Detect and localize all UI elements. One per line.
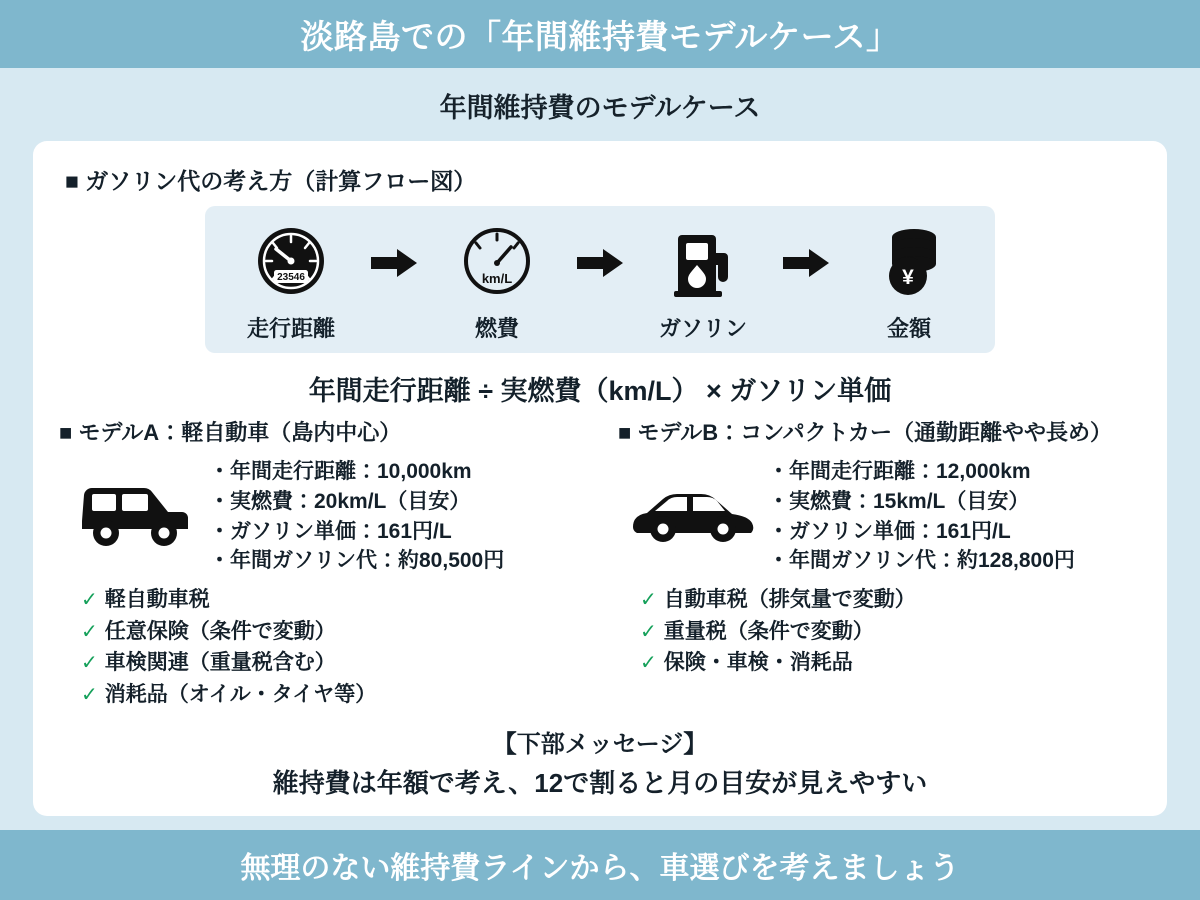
model-a: [59, 416, 600, 710]
check-label: 自動車税（排気量で変動）: [663, 588, 916, 612]
formula-text: 年間走行距離 ÷ 実燃費（km/L） × ガソリン単価: [308, 376, 892, 406]
flow-step-fuel-economy: [427, 220, 567, 343]
spec-item: ・ガソリン単価：161円/L: [768, 519, 1011, 543]
spec-item: ・年間走行距離：10,000km: [209, 460, 472, 483]
list-item: [81, 679, 600, 711]
check-icon: ✓: [81, 652, 98, 675]
odometer-icon: [248, 220, 334, 306]
check-label: 保険・車検・消耗品: [663, 651, 853, 675]
flow-arrow-3-icon: [773, 220, 839, 306]
flow-label-distance: 走行距離: [246, 316, 335, 341]
spec-item: ・実燃費：15km/L（目安）: [768, 489, 1030, 513]
check-icon: ✓: [640, 652, 657, 675]
list-item: [81, 616, 600, 648]
flow-label-gasoline: ガソリン: [658, 316, 747, 341]
spec-item: ・年間ガソリン代：約80,500円: [209, 549, 505, 573]
svg-text:¥: ¥: [902, 266, 914, 289]
check-icon: ✓: [81, 683, 98, 706]
fuel-economy-gauge-icon: [454, 220, 540, 306]
coins-yen-icon: [866, 220, 952, 306]
flow-step-amount: [839, 220, 979, 343]
svg-text:km/L: km/L: [481, 271, 513, 286]
flow-label-fuel-economy: 燃費: [474, 316, 519, 341]
calculation-flow: [205, 206, 995, 353]
header-bar: [0, 0, 1200, 68]
spec-item: ・年間ガソリン代：約128,800円: [768, 549, 1075, 573]
flow-step-distance: [221, 220, 361, 343]
content-card: [33, 141, 1167, 816]
bottom-message-text: 維持費は年額で考え、12で割ると月の目安が見えやすい: [272, 768, 928, 799]
list-item: [81, 647, 600, 679]
check-icon: ✓: [640, 589, 657, 612]
model-a-specs: [209, 455, 600, 576]
list-item: [81, 584, 600, 616]
model-b-specs: [768, 455, 1141, 576]
check-icon: ✓: [640, 620, 657, 643]
gas-pump-icon: [660, 220, 746, 306]
body-area: [0, 68, 1200, 830]
spec-item: ・実燃費：20km/L（目安）: [209, 489, 471, 513]
flow-label-amount: 金額: [886, 316, 931, 341]
check-icon: ✓: [81, 620, 98, 643]
model-a-title: ■ モデルA：軽自動車（島内中心）: [59, 420, 402, 445]
flow-step-gasoline: [633, 220, 773, 343]
bottom-message: [59, 724, 1141, 800]
model-b-checks: [618, 584, 1141, 679]
list-item: [640, 584, 1141, 616]
section-heading: ■ ガソリン代の考え方（計算フロー図）: [65, 168, 477, 194]
model-a-checks: [59, 584, 600, 710]
svg-text:23546: 23546: [277, 272, 305, 283]
list-item: [640, 647, 1141, 679]
model-b: [600, 416, 1141, 710]
check-label: 軽自動車税: [104, 588, 210, 612]
subtitle: 年間維持費のモデルケース: [439, 93, 761, 123]
spec-item: ・年間走行距離：12,000km: [768, 460, 1031, 483]
footer-bar: [0, 830, 1200, 900]
check-label: 消耗品（オイル・タイヤ等）: [104, 682, 377, 706]
model-comparison: [59, 416, 1141, 710]
page-title: 淡路島での「年間維持費モデルケース」: [300, 17, 900, 55]
compact-car-icon: [618, 455, 768, 551]
flow-arrow-1-icon: [361, 220, 427, 306]
footer-message: 無理のない維持費ラインから、車選びを考えましょう: [240, 852, 960, 885]
list-item: [640, 616, 1141, 648]
model-b-title: ■ モデルB：コンパクトカー（通勤距離やや長め）: [618, 420, 1112, 445]
check-label: 重量税（条件で変動）: [663, 619, 874, 643]
check-label: 任意保険（条件で変動）: [104, 619, 336, 643]
check-label: 車検関連（重量税含む）: [104, 651, 336, 675]
bottom-message-label: 【下部メッセージ】: [492, 731, 708, 759]
flow-arrow-2-icon: [567, 220, 633, 306]
spec-item: ・ガソリン単価：161円/L: [209, 519, 452, 543]
kei-car-icon: [59, 455, 209, 551]
check-icon: ✓: [81, 589, 98, 612]
